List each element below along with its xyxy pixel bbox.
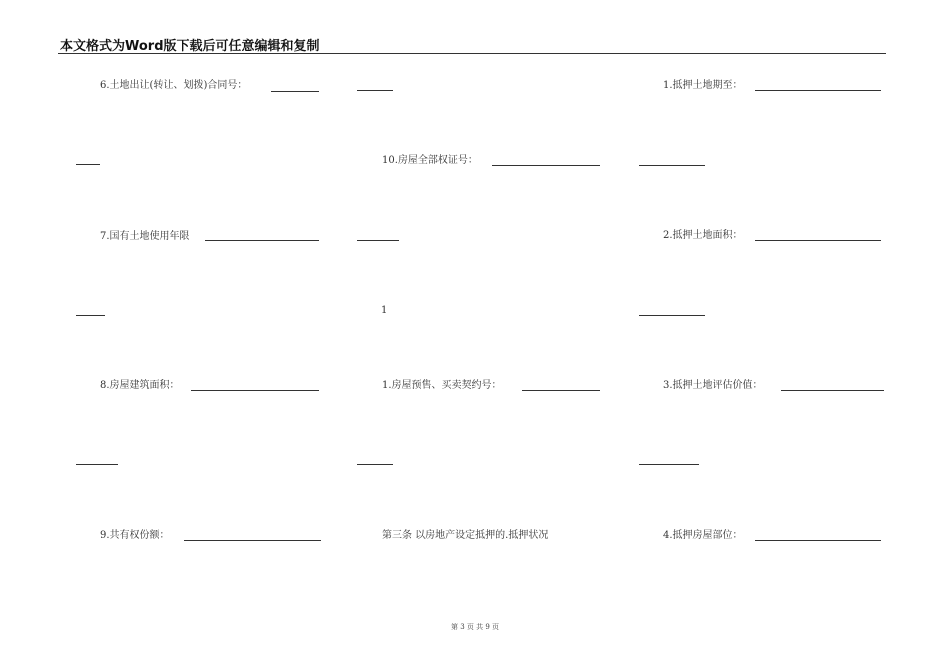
- land-contract-number-blank-cont[interactable]: [76, 164, 100, 165]
- mortgage-land-area-blank-cont[interactable]: [639, 315, 705, 316]
- mortgage-land-term-label: 1.抵押土地期至：: [663, 80, 743, 91]
- mortgage-house-location-label: 4.抵押房屋部位：: [663, 530, 743, 541]
- mortgage-land-term-blank-cont[interactable]: [639, 165, 705, 166]
- col2-blank-1[interactable]: [357, 90, 393, 91]
- house-ownership-cert-blank[interactable]: [492, 165, 600, 166]
- mortgage-land-area-label: 2.抵押土地面积：: [663, 230, 743, 241]
- presale-contract-number-blank-cont[interactable]: [357, 464, 393, 465]
- land-use-term-blank[interactable]: [205, 240, 319, 241]
- header-title: 本文格式为Word版下载后可任意编辑和复制: [60, 39, 320, 54]
- land-contract-number-blank[interactable]: [271, 91, 319, 92]
- page-header: [58, 33, 886, 54]
- building-area-blank-cont[interactable]: [76, 464, 118, 465]
- mortgage-land-term-blank[interactable]: [755, 90, 881, 91]
- mortgage-land-area-blank[interactable]: [755, 240, 881, 241]
- co-ownership-share-label: 9.共有权份额：: [100, 530, 170, 541]
- building-area-blank[interactable]: [191, 390, 319, 391]
- co-ownership-share-blank[interactable]: [184, 540, 321, 541]
- land-use-term-label: 7.国有土地使用年限: [100, 231, 190, 242]
- building-area-label: 8.房屋建筑面积：: [100, 380, 180, 391]
- house-ownership-cert-blank-cont[interactable]: [357, 240, 399, 241]
- mortgage-land-value-label: 3.抵押土地评估价值：: [663, 380, 763, 391]
- mortgage-house-location-blank[interactable]: [755, 540, 881, 541]
- mortgage-land-value-blank[interactable]: [781, 390, 884, 391]
- mortgage-land-value-blank-cont[interactable]: [639, 464, 699, 465]
- presale-contract-number-blank[interactable]: [522, 390, 600, 391]
- house-ownership-cert-label: 10.房屋全部权证号：: [382, 155, 478, 166]
- article-three-heading: 第三条 以房地产设定抵押的.抵押状况: [382, 530, 549, 541]
- land-contract-number-label: 6.土地出让(转让、划拨)合同号：: [100, 80, 248, 91]
- page-footer: 第 3 页 共 9 页: [450, 623, 500, 631]
- land-use-term-blank-cont[interactable]: [76, 315, 105, 316]
- presale-contract-number-label: 1.房屋预售、买卖契约号：: [382, 380, 502, 391]
- inline-page-number: 1: [381, 305, 388, 316]
